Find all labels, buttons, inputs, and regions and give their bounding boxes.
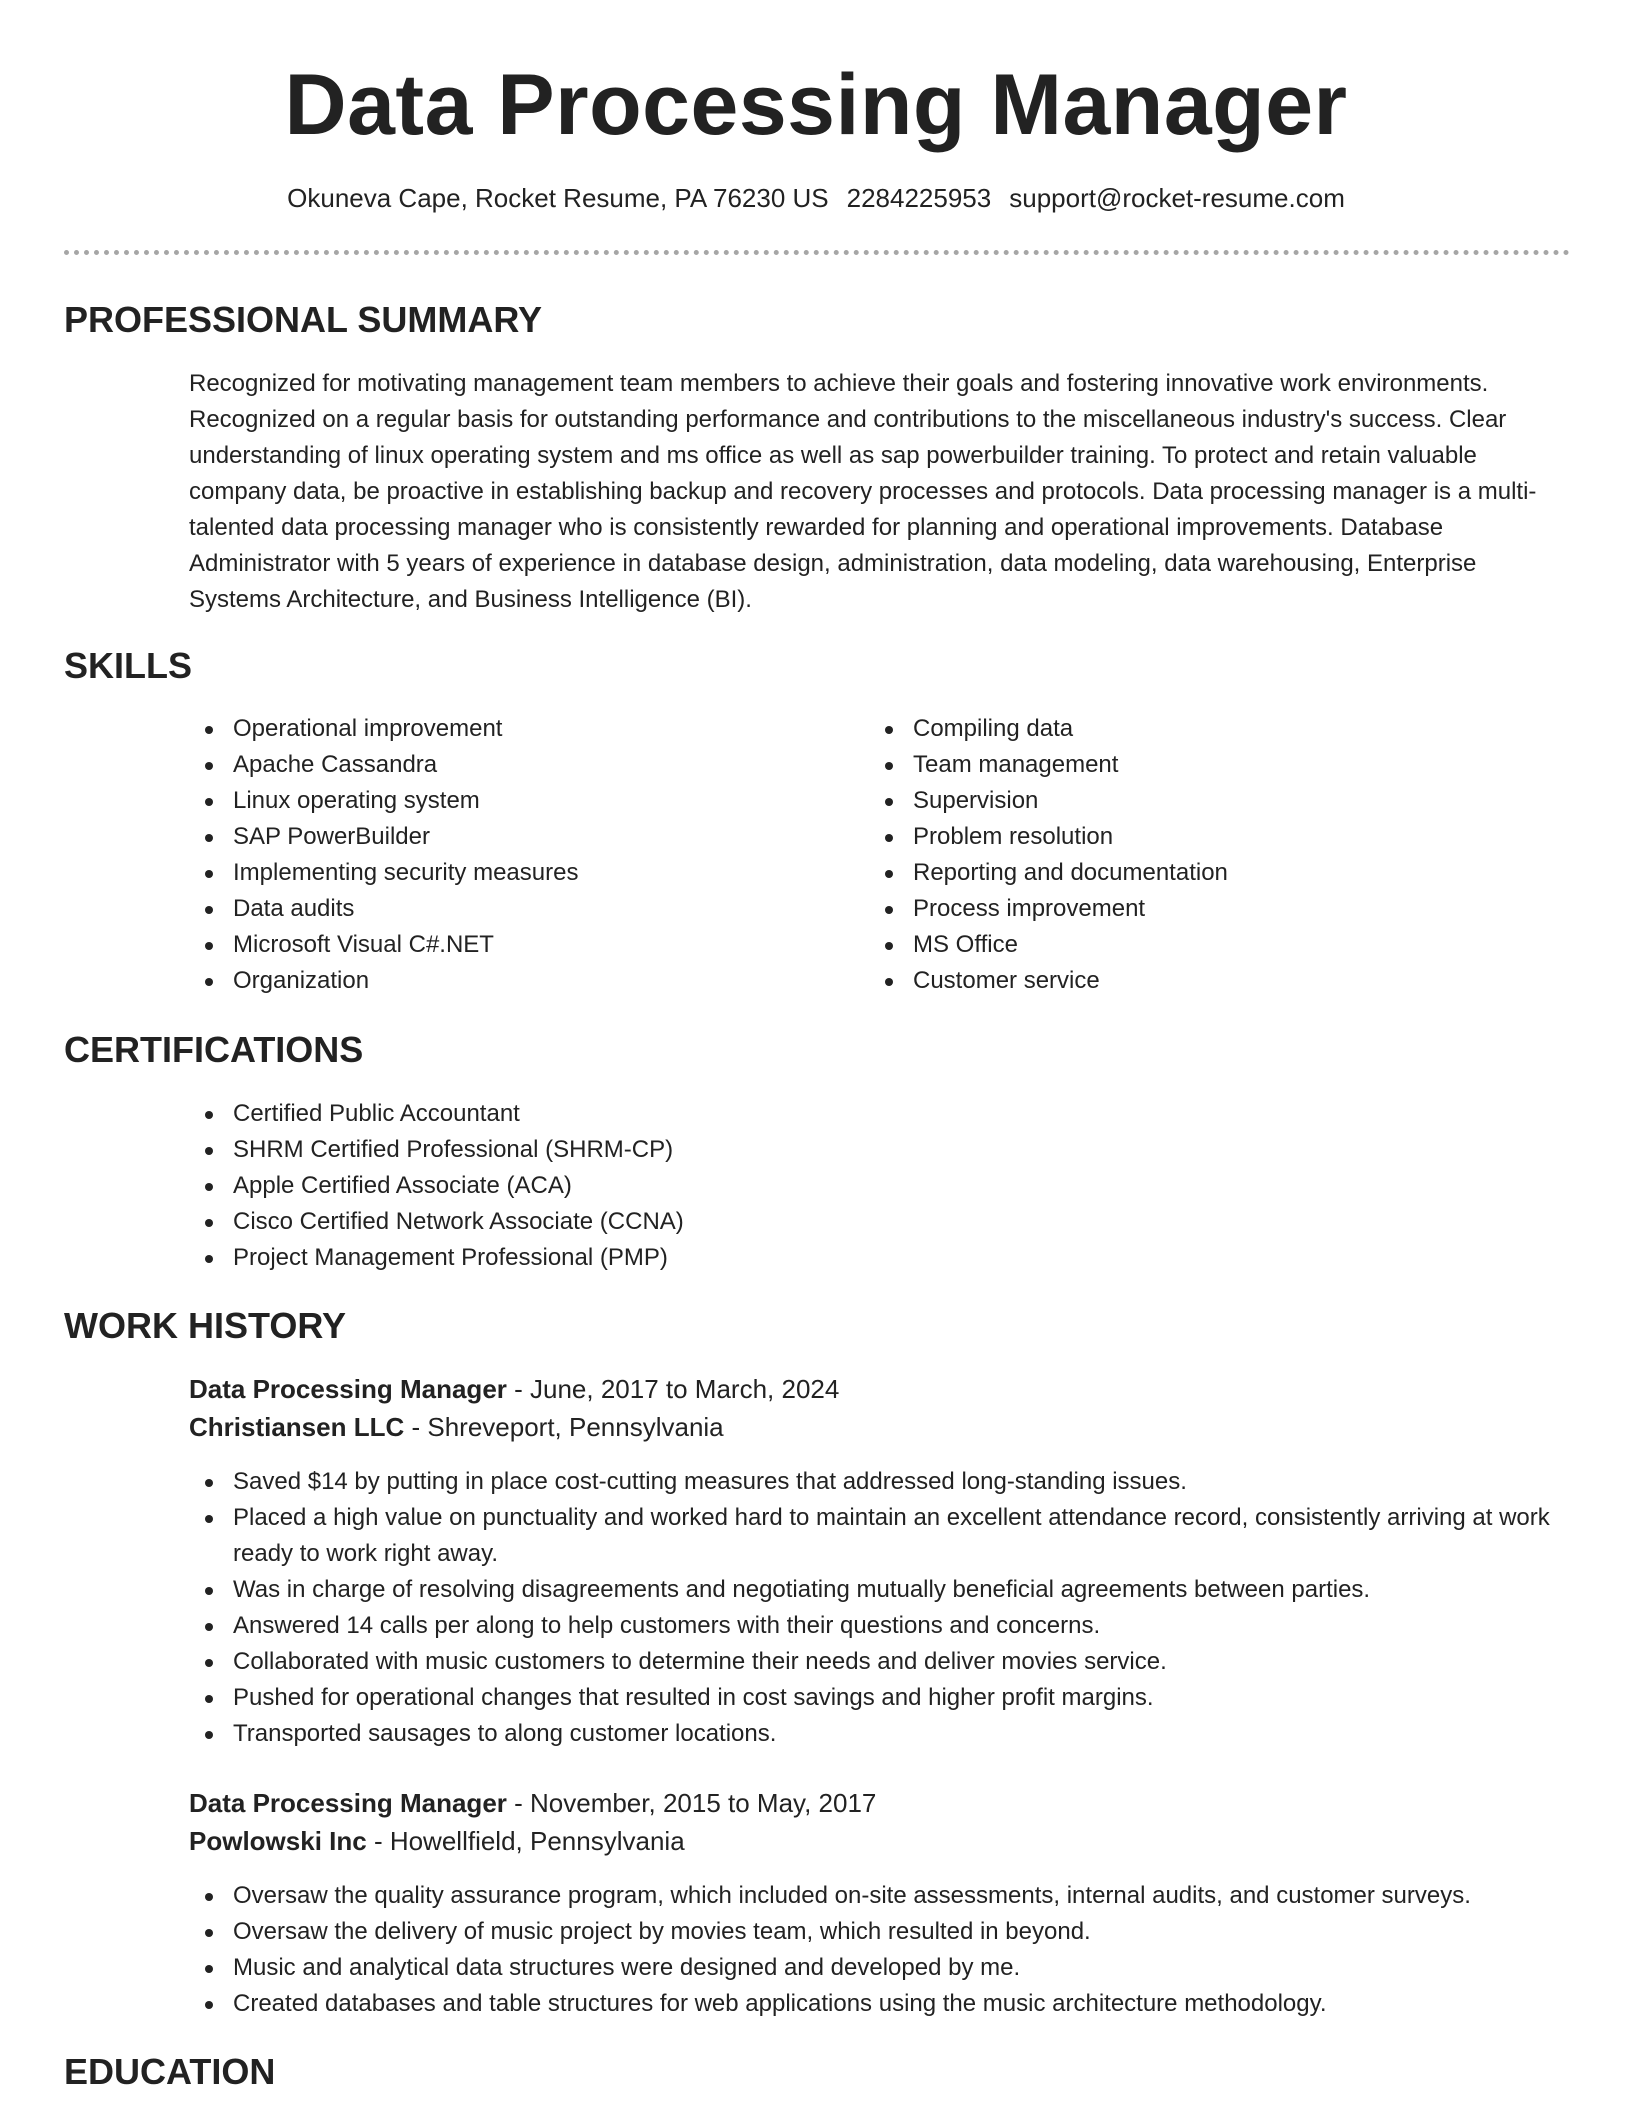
job-company-line [189, 1408, 724, 1446]
header-divider [64, 250, 1570, 255]
list-item: Compiling data [869, 711, 1529, 747]
job-bullets [189, 1464, 1569, 1752]
list-item: Data audits [189, 891, 829, 927]
list-item: Organization [189, 963, 829, 999]
list-item: SAP PowerBuilder [189, 819, 829, 855]
job-company: Powlowski Inc [189, 1826, 367, 1856]
list-item: Placed a high value on punctuality and worked hard to maintain an excellent attendance record, consistently arriving at work ready to work right away. [189, 1500, 1569, 1572]
list-item: Certified Public Accountant [189, 1096, 1569, 1132]
list-item: Transported sausages to along customer locations. [189, 1716, 1569, 1752]
certifications-heading: CERTIFICATIONS [64, 1029, 364, 1070]
contact-address: Okuneva Cape, Rocket Resume, PA 76230 US [287, 183, 829, 213]
job-title-line [189, 1370, 839, 1408]
contact-phone: 2284225953 [846, 183, 992, 213]
resume-title: Data Processing Manager [284, 57, 1348, 153]
skills-list-right [869, 711, 1529, 999]
education-heading: EDUCATION [64, 2051, 276, 2092]
skills-heading: SKILLS [64, 645, 193, 686]
list-item: Apache Cassandra [189, 747, 829, 783]
list-item: Team management [869, 747, 1529, 783]
list-item: Implementing security measures [189, 855, 829, 891]
list-item: Pushed for operational changes that resulted in cost savings and higher profit margins. [189, 1680, 1569, 1716]
job-location: - Shreveport, Pennsylvania [404, 1412, 724, 1442]
contact-line [0, 181, 1632, 215]
skills-list-left [189, 711, 829, 999]
list-item: Operational improvement [189, 711, 829, 747]
list-item: Created databases and table structures for web applications using the music architecture methodology. [189, 1986, 1569, 2022]
list-item: MS Office [869, 927, 1529, 963]
list-item: Oversaw the delivery of music project by movies team, which resulted in beyond. [189, 1914, 1569, 1950]
job-title: Data Processing Manager [189, 1374, 507, 1404]
list-item: Oversaw the quality assurance program, which included on-site assessments, internal audits, and customer surveys. [189, 1878, 1569, 1914]
list-item: Microsoft Visual C#.NET [189, 927, 829, 963]
list-item: Music and analytical data structures were designed and developed by me. [189, 1950, 1569, 1986]
list-item: Cisco Certified Network Associate (CCNA) [189, 1204, 1569, 1240]
list-item: Saved $14 by putting in place cost-cutting measures that addressed long-standing issues. [189, 1464, 1569, 1500]
summary-heading: PROFESSIONAL SUMMARY [64, 299, 543, 340]
job-dates: - November, 2015 to May, 2017 [506, 1788, 877, 1818]
list-item: Customer service [869, 963, 1529, 999]
job-company-line [189, 1822, 685, 1860]
list-item: Project Management Professional (PMP) [189, 1240, 1569, 1276]
list-item: Problem resolution [869, 819, 1529, 855]
job-bullets [189, 1878, 1569, 2022]
list-item: Answered 14 calls per along to help customers with their questions and concerns. [189, 1608, 1569, 1644]
certifications-list [189, 1096, 1569, 1276]
summary-text: Recognized for motivating management team members to achieve their goals and fostering innovative work environments. Recognized on a regular basis for outstanding performance and contributions to the miscellaneous industry's success. Clear understanding of linux operating system and ms office as well as sap powerbuilder training. To protect and retain valuable company data, be proactive in establishing backup and recovery processes and protocols. Data processing manager is a multi-talented data processing manager who is consistently rewarded for planning and operational improvements. Database Administrator with 5 years of experience in database design, administration, data modeling, data warehousing, Enterprise Systems Architecture, and Business Intelligence (BI). [189, 370, 1537, 613]
list-item: Reporting and documentation [869, 855, 1529, 891]
list-item: Linux operating system [189, 783, 829, 819]
list-item: SHRM Certified Professional (SHRM-CP) [189, 1132, 1569, 1168]
list-item: Process improvement [869, 891, 1529, 927]
job-location: - Howellfield, Pennsylvania [366, 1826, 685, 1856]
job-title: Data Processing Manager [189, 1788, 507, 1818]
contact-email: support@rocket-resume.com [1009, 183, 1345, 213]
job-company: Christiansen LLC [189, 1412, 405, 1442]
list-item: Supervision [869, 783, 1529, 819]
list-item: Apple Certified Associate (ACA) [189, 1168, 1569, 1204]
list-item: Was in charge of resolving disagreements and negotiating mutually beneficial agreements between parties. [189, 1572, 1569, 1608]
job-title-line [189, 1784, 876, 1822]
list-item: Collaborated with music customers to determine their needs and deliver movies service. [189, 1644, 1569, 1680]
work-history-heading: WORK HISTORY [64, 1305, 347, 1346]
job-dates: - June, 2017 to March, 2024 [506, 1374, 840, 1404]
